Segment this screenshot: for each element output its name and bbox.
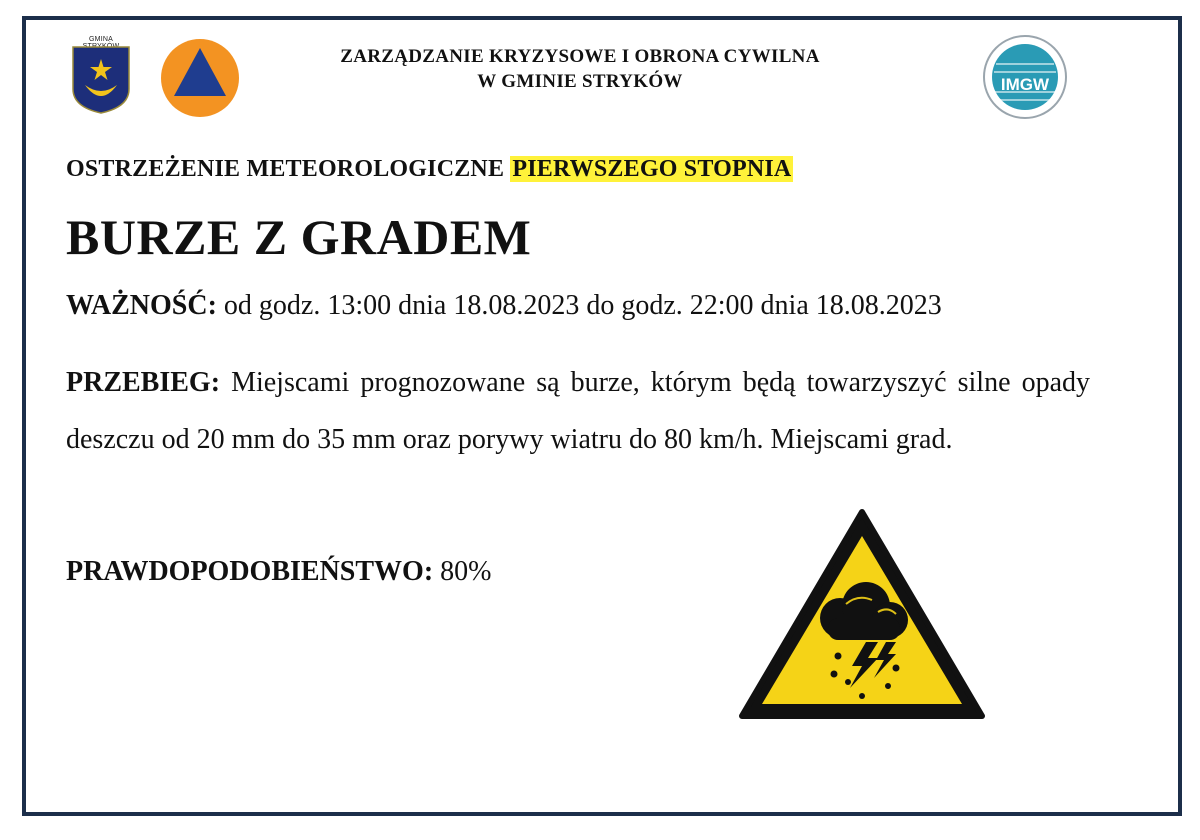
coat-of-arms bbox=[70, 36, 132, 116]
probability-label: PRAWDOPODOBIEŃSTWO: bbox=[66, 556, 434, 587]
validity-text: od godz. 13:00 dnia 18.08.2023 do godz. 22:00 dnia 18.08.2023 bbox=[216, 290, 942, 321]
header-title-line-1: ZARZĄDZANIE KRYZYSOWE I OBRONA CYWILNA bbox=[340, 46, 820, 67]
validity-paragraph bbox=[66, 290, 942, 322]
header-title bbox=[250, 44, 910, 94]
validity-label: WAŻNOŚĆ: bbox=[66, 290, 217, 321]
probability-text: 80% bbox=[433, 556, 492, 587]
probability-paragraph bbox=[66, 556, 491, 588]
warning-degree-line bbox=[66, 156, 793, 183]
course-label: PRZEBIEG: bbox=[66, 367, 221, 398]
imgw-logo-text: IMGW bbox=[1000, 75, 1050, 94]
warning-degree-highlight: PIERWSZEGO STOPNIA bbox=[512, 156, 792, 182]
warning-line-prefix: OSTRZEŻENIE METEOROLOGICZNE bbox=[66, 156, 511, 182]
thunderstorm-hail-warning-icon bbox=[738, 506, 986, 722]
warning-headline: BURZE Z GRADEM bbox=[66, 209, 532, 265]
coat-of-arms-icon bbox=[71, 45, 131, 115]
coat-of-arms-label: GMINA bbox=[89, 36, 113, 43]
civil-defence-icon bbox=[160, 38, 240, 118]
imgw-logo-icon bbox=[982, 34, 1068, 120]
course-paragraph bbox=[66, 354, 1090, 468]
course-text: Miejscami prognozowane są burze, którym będą towarzyszyć silne opady deszczu od 20 mm do 35 mm oraz porywy wiatru do 80 km/h. Miejscami grad. bbox=[66, 367, 1090, 455]
header-title-line-2: W GMINIE STRYKÓW bbox=[477, 71, 683, 92]
